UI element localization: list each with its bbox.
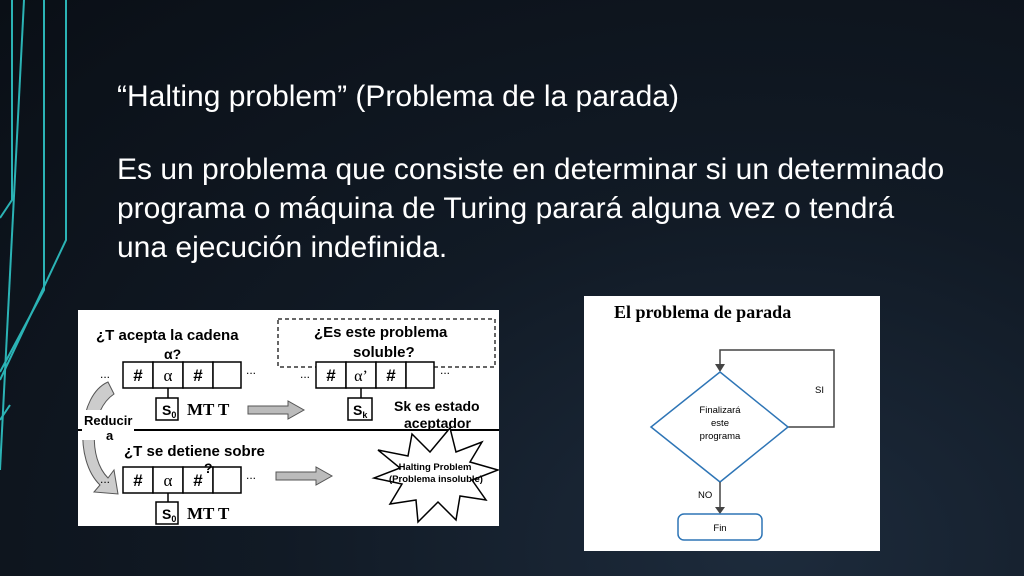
tape-2 — [316, 362, 434, 388]
reduce-label-line1: Reducir — [84, 413, 133, 428]
tape3-cell-2: α — [163, 471, 173, 490]
state-s0-label: $S_0$ — [162, 402, 177, 420]
question-accepts: ¿T acepta la cadena — [96, 327, 239, 344]
decision-line1: Finalizará — [699, 405, 741, 416]
tape1-cell-1: # — [133, 366, 143, 385]
tape2-cell-2: α’ — [354, 368, 368, 385]
halting-flowchart-svg — [584, 296, 880, 551]
deco-line-4 — [0, 0, 12, 218]
reduce-label-line2: a — [106, 428, 114, 443]
tape1-ellipsis-left: ... — [100, 367, 111, 381]
turing-reduction-diagram — [78, 310, 499, 526]
tape-1 — [123, 362, 241, 388]
tape1-cell-3: # — [193, 366, 203, 385]
deco-line-2 — [0, 0, 66, 380]
tape2-cell-3: # — [386, 366, 396, 385]
machine-label-2: MT T — [187, 504, 230, 523]
flowchart-title: El problema de parada — [614, 302, 792, 322]
tape2-cell-1: # — [326, 366, 336, 385]
decision-line2: este — [711, 418, 729, 429]
tape3-ellipsis-left: ... — [100, 472, 111, 486]
decorative-lines — [0, 0, 80, 576]
tape1-cell-2: α — [163, 366, 173, 385]
halting-flowchart — [584, 296, 880, 551]
tape2-ellipsis-right: ... — [440, 363, 451, 377]
question-halts: ¿T se detiene sobre — [124, 443, 265, 460]
end-label: Fin — [713, 523, 727, 534]
loop-arrowhead — [715, 364, 725, 372]
question-soluble-line2: soluble? — [353, 344, 415, 361]
slide-title: “Halting problem” (Problema de la parada) — [117, 80, 679, 113]
state-s0-label-2: $S_0$ — [162, 506, 177, 524]
question-soluble-line1: ¿Es este problema — [314, 324, 448, 341]
halting-problem-label-2: (Problema insoluble) — [389, 474, 483, 485]
accepting-state-line1: Sk es estado — [394, 398, 480, 414]
arrow-right-2 — [276, 467, 332, 485]
question-halts-mark: ? — [204, 460, 213, 476]
halting-problem-label-1: Halting Problem — [398, 462, 472, 473]
arrow-right-1 — [248, 401, 304, 419]
no-arrowhead — [715, 507, 725, 514]
tape1-ellipsis-right: ... — [246, 363, 257, 377]
yes-label: SI — [815, 385, 824, 396]
machine-label-1: MT T — [187, 400, 230, 419]
tape2-ellipsis-left: ... — [300, 367, 311, 381]
state-sk-label: $S_k$ — [353, 402, 368, 420]
question-accepts-alpha: α? — [164, 346, 182, 362]
slide-body-text: Es un problema que consiste en determinar si un determinado programa o máquina de Turing parará alguna vez o tendrá una ejecución indefinida. — [117, 153, 945, 264]
deco-line-5 — [0, 405, 10, 420]
turing-reduction-svg — [78, 310, 499, 526]
accepting-state-line2: aceptador — [404, 415, 471, 431]
tape3-cell-3: # — [193, 471, 203, 490]
tape-3 — [123, 467, 241, 493]
decision-line3: programa — [699, 431, 741, 442]
tape3-cell-1: # — [133, 471, 143, 490]
no-label: NO — [698, 490, 713, 501]
tape3-ellipsis-right: ... — [246, 468, 257, 482]
